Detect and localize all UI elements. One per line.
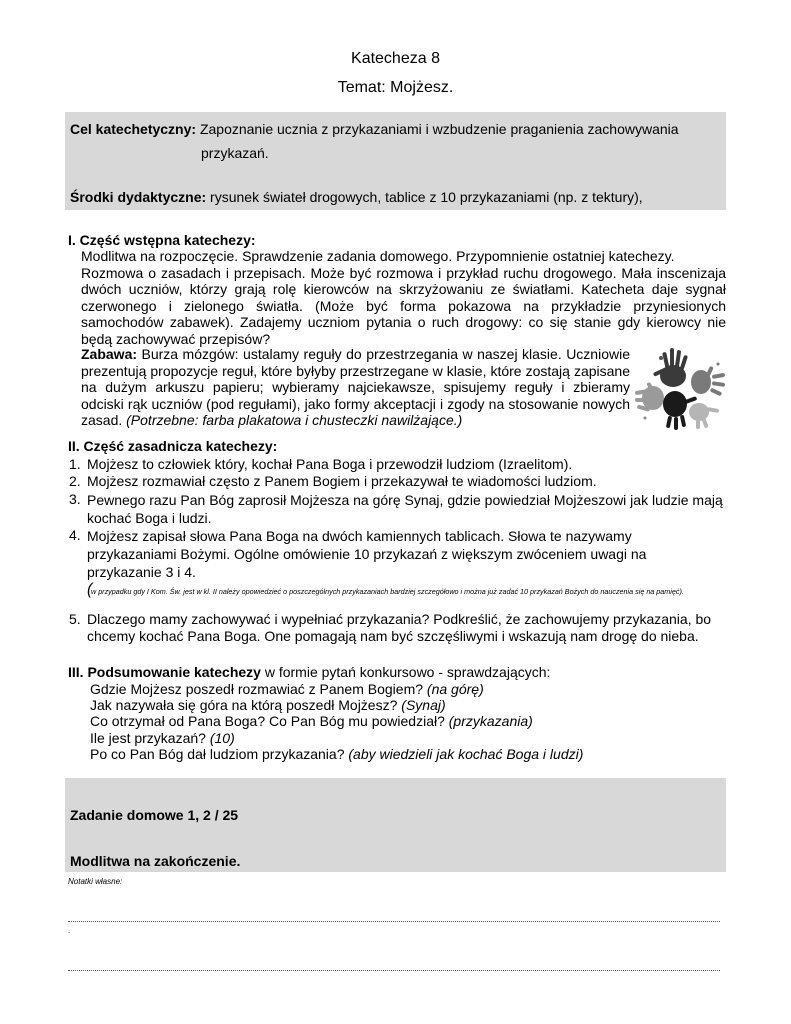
cel-text-2: przykazań. (201, 145, 269, 161)
part1-zabawa (81, 346, 630, 429)
handprints-image (633, 342, 728, 430)
list-item: Dlaczego mamy zachowywać i wypełniać przykazania? Podkreślić, że zachowujemy przykazania, bo chcemy kochać Pana Boga. One pomagają nam być szczęśliwymi i wskazują nam drogę do nieba. (87, 611, 712, 644)
cel-label: Cel katechetyczny: (70, 121, 197, 137)
notes-line (68, 921, 720, 922)
list-item-number: 2. (69, 473, 81, 489)
page-title: Katecheza 8 (351, 50, 440, 67)
note-text: w przypadku gdy I Kom. Św. jest w kl. II należy opowiedzieć o poszczególnych przykazaniach bardziej szczegółowo i można już zadać 10 przykazań Bożych do nauczenia się na pamięć). (91, 587, 684, 596)
cel-text-1: Zapoznanie ucznia z przykazaniami i wzbudzenie praganienia zachowywania (199, 121, 679, 137)
srodki-text: rysunek świateł drogowych, tablice z 10 przykazaniami (np. z tektury), (210, 189, 643, 205)
closing-prayer: Modlitwa na zakończenie. (70, 853, 241, 869)
quiz-question: Ile jest przykazań? (10) (90, 730, 235, 746)
part3-heading-rest: w formie pytań konkursowo - sprawdzających: (260, 664, 551, 680)
notes-label: Notatki własne: (68, 877, 123, 886)
part1-prayer-line: Modlitwa na rozpoczęcie. Sprawdzenie zadania domowego. Przypomnienie ostatniej katechezy. (81, 248, 675, 264)
cel-line1 (70, 121, 720, 138)
list-item-number: 1. (69, 456, 81, 472)
notes-line (68, 970, 720, 971)
srodki-label: Środki dydaktyczne: (70, 189, 207, 205)
quiz-answer: (10) (209, 730, 235, 746)
quiz-question: Gdzie Mojżesz poszedł rozmawiać z Panem Bogiem? (na górę) (90, 681, 484, 697)
note-paren: ( (87, 581, 93, 598)
quiz-answer: (na górę) (426, 681, 484, 697)
list-item: Mojżesz rozmawiał często z Panem Bogiem i przekazywał te wiadomości ludziom. (87, 473, 597, 489)
part2-heading: II. Część zasadnicza katechezy: (68, 438, 278, 454)
quiz-answer: (Synaj) (401, 697, 446, 713)
zabawa-label: Zabawa: (81, 346, 138, 362)
homework: Zadanie domowe 1, 2 / 25 (70, 807, 239, 823)
quiz-answer: (przykazania) (448, 713, 533, 729)
list-item-number: 3. (69, 491, 81, 507)
page-subtitle: Temat: Mojżesz. (337, 79, 454, 96)
quiz-answer: (aby wiedzieli jak kochać Boga i ludzi) (348, 746, 584, 762)
zabawa-text: Burza mózgów: ustalamy reguły do przestrzegania w naszej klasie. Uczniowie prezentują propozycje reguł, które byłyby przestrzegane w klasie, które zostają zapisane na dużym arkuszu papieru; wybieramy najciekawsze, spisujemy reguły i zbieramy odciski rąk uczniów (pod regułami), jako formy akceptacji i zgody na stosowanie nowych zasad. (81, 346, 630, 428)
list-item: Mojżesz zapisał słowa Pana Boga na dwóch kamiennych tablicach. Słowa te nazywamy przykazaniami Bożymi. Ogólne omówienie 10 przykazań z większym zwóceniem uwagi na przykazanie 3 i 4. (87, 528, 647, 580)
quiz-question: Po co Pan Bóg dał ludziom przykazania? (aby wiedzieli jak kochać Boga i ludzi) (90, 746, 584, 762)
part1-heading: I. Część wstępna katechezy: (68, 232, 256, 248)
list-item-number: 4. (69, 527, 81, 543)
srodki-line (70, 189, 720, 206)
part3-heading (68, 664, 728, 681)
quiz-question: Jak nazywała się góra na którą poszedł Mojżesz? (Synaj) (90, 697, 446, 713)
list-item-number: 5. (69, 611, 81, 627)
part1-paragraph: Rozmowa o zasadach i przepisach. Może być rozmowa i przykład ruchu drogowego. Mała inscenizaja dwóch uczniów, którzy grają rolę kierowców na skrzyżowaniu ze światłami. Katecheta daje sygnał czerwonego i zielonego światła. (Może być forma pokazowa na przykładzie przyniesionych samochodów zabawek). Zadajemy uczniom pytania o ruch drogowy: co się stanie gdy kierowcy nie będą zachowywać przepisów? (81, 264, 726, 347)
list-item: Mojżesz to człowiek który, kochał Pana Boga i przewodził ludziom (Izraelitom). (87, 456, 573, 472)
list-item: Pewnego razu Pan Bóg zaprosił Mojżesza na górę Synaj, gdzie powiedział Mojżeszowi jak ludzie mają kochać Boga i ludzi. (87, 492, 723, 526)
part3-heading-bold: III. Podsumowanie katechezy (68, 664, 261, 680)
zabawa-note: (Potrzebne: farba plakatowa i chusteczki nawilżające.) (126, 412, 463, 428)
notes-dot: . (68, 926, 71, 935)
quiz-question: Co otrzymał od Pana Boga? Co Pan Bóg mu powiedział? (przykazania) (90, 713, 533, 729)
